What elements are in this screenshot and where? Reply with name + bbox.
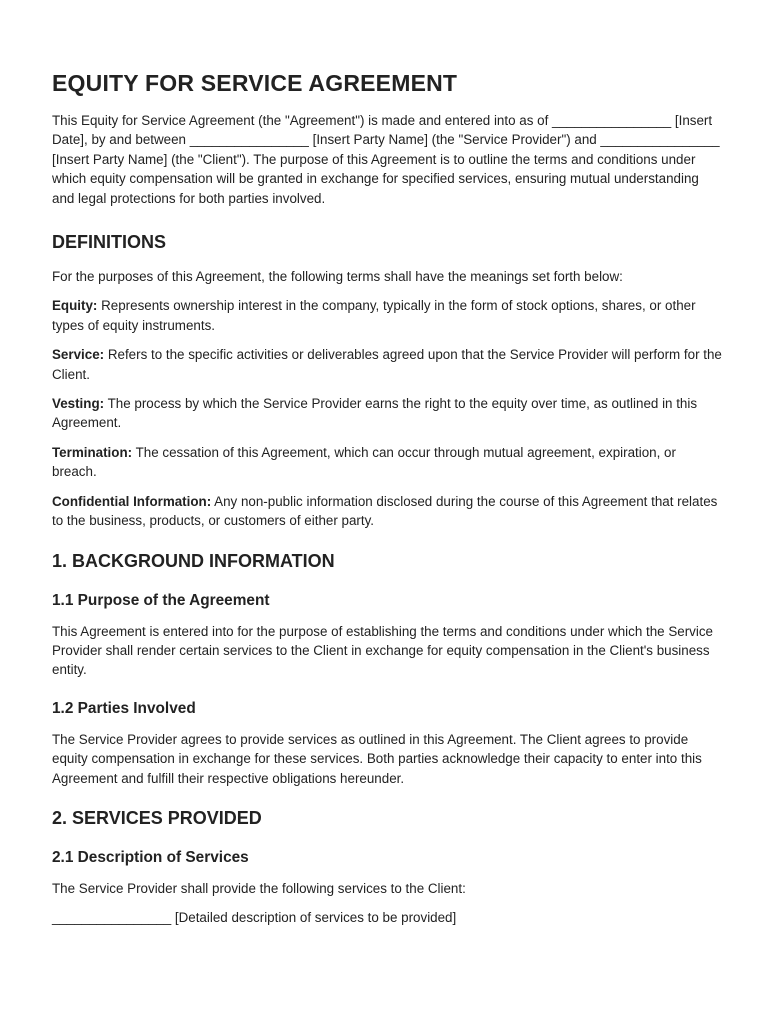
definition-text: Refers to the specific activities or deliverables agreed upon that the Service Provider will perform for the Client.	[52, 347, 722, 382]
services-blank-line: ________________ [Detailed description of services to be provided]	[52, 910, 457, 926]
definition-text: Represents ownership interest in the company, typically in the form of stock options, shares, or other types of equity instruments.	[52, 298, 696, 333]
definition-item	[52, 345, 724, 384]
definition-term: Vesting:	[52, 396, 105, 412]
definition-item	[52, 394, 724, 433]
section-1-2-text: The Service Provider agrees to provide services as outlined in this Agreement. The Client agrees to provide equity compensation in exchange for these services. Both parties acknowledge their capacity to enter into this Agreement and fulfill their respective obligations hereunder.	[52, 731, 702, 786]
definition-term: Confidential Information:	[52, 493, 212, 509]
document-title: EQUITY FOR SERVICE AGREEMENT	[52, 70, 458, 96]
definition-text: Any non-public information disclosed during the course of this Agreement that relates to the business, products, or customers of either party.	[52, 493, 718, 529]
section-2-1-heading: 2.1 Description of Services	[52, 848, 249, 866]
section-1-1-heading: 1.1 Purpose of the Agreement	[52, 591, 270, 609]
section-1-2-heading: 1.2 Parties Involved	[52, 699, 196, 717]
definition-item	[52, 443, 724, 482]
intro-paragraph: This Equity for Service Agreement (the "Agreement") is made and entered into as of ________________ [Insert Date], by and between ________________ [Insert Party Name] (the "Service Provider") and ________________ [Insert Party Name] (the "Client"). The purpose of this Agreement is to outline the terms and conditions under which equity compensation will be granted in exchange for specified services, ensuring mutual understanding and legal protections for both parties involved.	[52, 113, 720, 206]
definition-term: Termination:	[52, 444, 133, 460]
definition-term: Equity:	[52, 298, 98, 314]
section-2-heading: 2. SERVICES PROVIDED	[52, 807, 262, 828]
definition-text: The cessation of this Agreement, which can occur through mutual agreement, expiration, or breach.	[52, 444, 676, 480]
definition-item	[52, 492, 724, 531]
definition-term: Service:	[52, 347, 105, 363]
section-2-1-text: The Service Provider shall provide the following services to the Client:	[52, 880, 466, 896]
document-page	[52, 70, 724, 938]
definitions-lead: For the purposes of this Agreement, the following terms shall have the meanings set forth below:	[52, 269, 623, 285]
definition-text: The process by which the Service Provider earns the right to the equity over time, as outlined in this Agreement.	[52, 396, 698, 431]
section-1-heading: 1. BACKGROUND INFORMATION	[52, 550, 335, 571]
definition-item	[52, 296, 724, 335]
section-1-1-text: This Agreement is entered into for the purpose of establishing the terms and conditions under which the Service Provider shall render certain services to the Client in exchange for equity compensation in the Client's business entity.	[52, 623, 713, 678]
definitions-heading: DEFINITIONS	[52, 232, 167, 253]
